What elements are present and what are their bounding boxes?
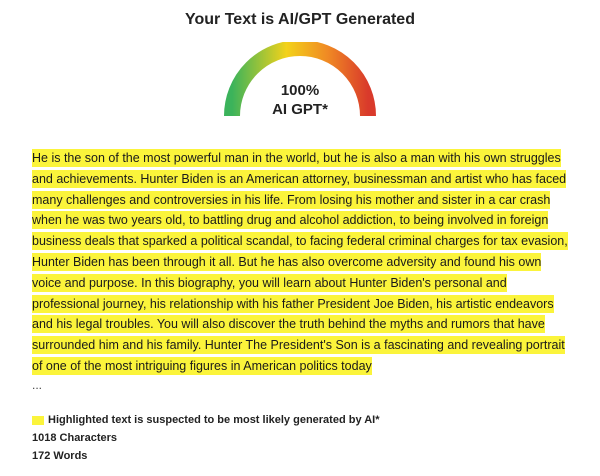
character-count: 1018 Characters	[32, 432, 118, 444]
legend-text: Highlighted text is suspected to be most likely generated by AI*	[48, 414, 380, 426]
ai-score-gauge	[222, 42, 378, 122]
analyzed-text	[32, 148, 568, 377]
gauge-percent: 100%	[280, 82, 320, 99]
more-ellipsis: ...	[32, 378, 43, 392]
page-title: Your Text is AI/GPT Generated	[185, 11, 415, 28]
highlight-legend	[32, 414, 380, 426]
gauge-label: AI GPT*	[272, 101, 328, 118]
highlighted-text: He is the son of the most powerful man in the world, but he is also a man with his own struggles and achievements. Hunter Biden is an American attorney, businessman and artist who has faced many challenges and controversies in his life. From losing his mother and sister in a car crash when he was two years old, to battling drug and alcohol addiction, to being involved in foreign business deals that sparked a political scandal, to facing federal criminal charges for tax evasion, Hunter Biden has been through it all. But he has also overcome adversity and found his own voice and purpose. In this biography, you will learn about Hunter Biden's personal and professional journey, his relationship with his father President Joe Biden, his artistic endeavors and his legal troubles. You will also discover the truth behind the myths and rumors that have surrounded him and his family. Hunter The President's Son is a fascinating and revealing portrait of one of the most intriguing figures in American politics today	[32, 151, 568, 373]
word-count: 172 Words	[32, 450, 88, 462]
highlight-swatch	[32, 416, 44, 425]
